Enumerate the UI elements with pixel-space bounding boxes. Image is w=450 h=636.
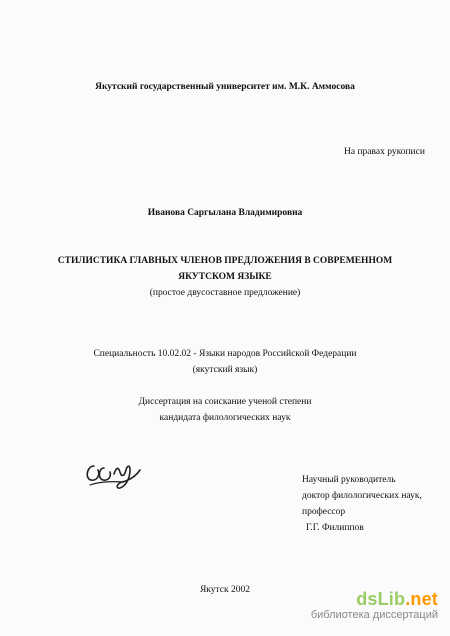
degree-line-1: Диссертация на соискание ученой степени <box>138 397 312 407</box>
specialty: Специальность 10.02.02 - Языки народов Российской Федерации <box>93 349 357 359</box>
subtitle: (простое двусоставное предложение) <box>149 288 301 298</box>
city-year: Якутск 2002 <box>199 585 251 595</box>
dslib-watermark[interactable] <box>311 589 438 622</box>
advisor-title: профессор <box>302 507 346 517</box>
advisor-name: Г.Г. Филиппов <box>306 523 364 533</box>
title-line-2: ЯКУТСКОМ ЯЗЫКЕ <box>178 272 272 282</box>
handwritten-signature-icon <box>80 452 150 492</box>
watermark-logo-part-2: .net <box>405 589 438 609</box>
watermark-logo <box>311 589 438 609</box>
title-line-1: СТИЛИСТИКА ГЛАВНЫХ ЧЛЕНОВ ПРЕДЛОЖЕНИЯ В СОВРЕМЕННОМ <box>57 256 393 266</box>
watermark-tagline: библиотека диссертаций <box>310 609 438 621</box>
university-name: Якутский государственный университет им. М.К. Аммосова <box>95 82 355 92</box>
author-name: Иванова Саргылана Владимировна <box>147 208 303 218</box>
advisor-label: Научный руководитель <box>302 475 396 485</box>
rights-note: На правах рукописи <box>344 147 425 157</box>
specialty-note: (якутский язык) <box>192 365 258 375</box>
degree-line-2: кандидата филологических наук <box>159 413 291 423</box>
watermark-logo-part-1: dsLib <box>356 589 406 609</box>
advisor-degree: доктор филологических наук, <box>302 491 422 501</box>
